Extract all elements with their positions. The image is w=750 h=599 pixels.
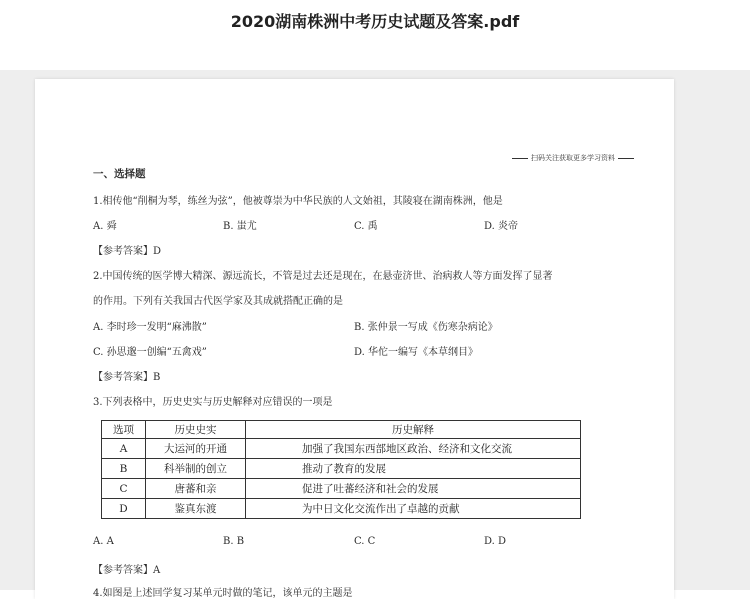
q2-option-d: D. 华佗一编写《本草纲目》 [354, 347, 479, 358]
watermark-banner [512, 153, 657, 163]
q2-option-c: C. 孙思邈一创编“五禽戏” [93, 347, 207, 358]
q2-option-b: B. 张仲景一写成《伤寒杂病论》 [354, 322, 498, 333]
table-header-row [102, 421, 581, 439]
q3-answer: 【参考答案】A [93, 565, 161, 576]
table-cell-explanation: 为中日文化交流作出了卓越的贡献 [246, 499, 581, 519]
q2-answer: 【参考答案】B [93, 372, 161, 383]
table-cell-fact: 唐蕃和亲 [146, 479, 246, 499]
table-cell-option: D [102, 499, 146, 519]
table-cell-option: C [102, 479, 146, 499]
question-2-stem-line1: 2.中国传统的医学博大精深、源远流长，不管是过去还是现在，在悬壶济世、治病救人等方面发挥了显著 [93, 271, 553, 282]
table-row [102, 439, 581, 459]
q3-option-c: C. C [354, 536, 376, 547]
table-header-option: 选项 [102, 421, 146, 439]
q3-option-a: A. A [93, 536, 114, 547]
table-row [102, 479, 581, 499]
q1-option-c: C. 禹 [354, 221, 378, 232]
q3-option-d: D. D [484, 536, 507, 547]
section-title: 一、选择题 [93, 168, 146, 180]
divider [618, 158, 634, 159]
divider [512, 158, 528, 159]
question-4-stem-partial: 4.如图是上述回学复习某单元时做的笔记，该单元的主题是 [93, 588, 353, 599]
q2-option-a: A. 李时珍一发明“麻沸散” [93, 322, 207, 333]
question-1-stem: 1.相传他“削桐为琴，练丝为弦”，他被尊崇为中华民族的人文始祖，其陵寝在湖南株洲，他是 [93, 196, 503, 207]
table-cell-explanation: 推动了教育的发展 [246, 459, 581, 479]
document-title: 2020湖南株洲中考历史试题及答案.pdf [230, 12, 520, 31]
table-row [102, 459, 581, 479]
q1-answer: 【参考答案】D [93, 246, 162, 257]
table-cell-explanation: 加强了我国东西部地区政治、经济和文化交流 [246, 439, 581, 459]
table-cell-explanation: 促进了吐蕃经济和社会的发展 [246, 479, 581, 499]
table-cell-fact: 鉴真东渡 [146, 499, 246, 519]
table-cell-fact: 大运河的开通 [146, 439, 246, 459]
title-bar [0, 0, 750, 70]
q1-option-a: A. 舜 [93, 221, 117, 232]
table-cell-fact: 科举制的创立 [146, 459, 246, 479]
table-row [102, 499, 581, 519]
history-table [101, 420, 581, 519]
table-header-fact: 历史史实 [146, 421, 246, 439]
q1-option-b: B. 蚩尤 [223, 221, 257, 232]
table-cell-option: B [102, 459, 146, 479]
q1-option-d: D. 炎帝 [484, 221, 519, 232]
question-3-stem: 3.下列表格中，历史史实与历史解释对应错误的一项是 [93, 397, 333, 408]
table-cell-option: A [102, 439, 146, 459]
watermark-text: 扫码关注获取更多学习资料 [531, 154, 615, 162]
question-2-stem-line2: 的作用。下列有关我国古代医学家及其成就搭配正确的是 [93, 296, 343, 307]
q3-option-b: B. B [223, 536, 245, 547]
table-header-explanation: 历史解释 [246, 421, 581, 439]
